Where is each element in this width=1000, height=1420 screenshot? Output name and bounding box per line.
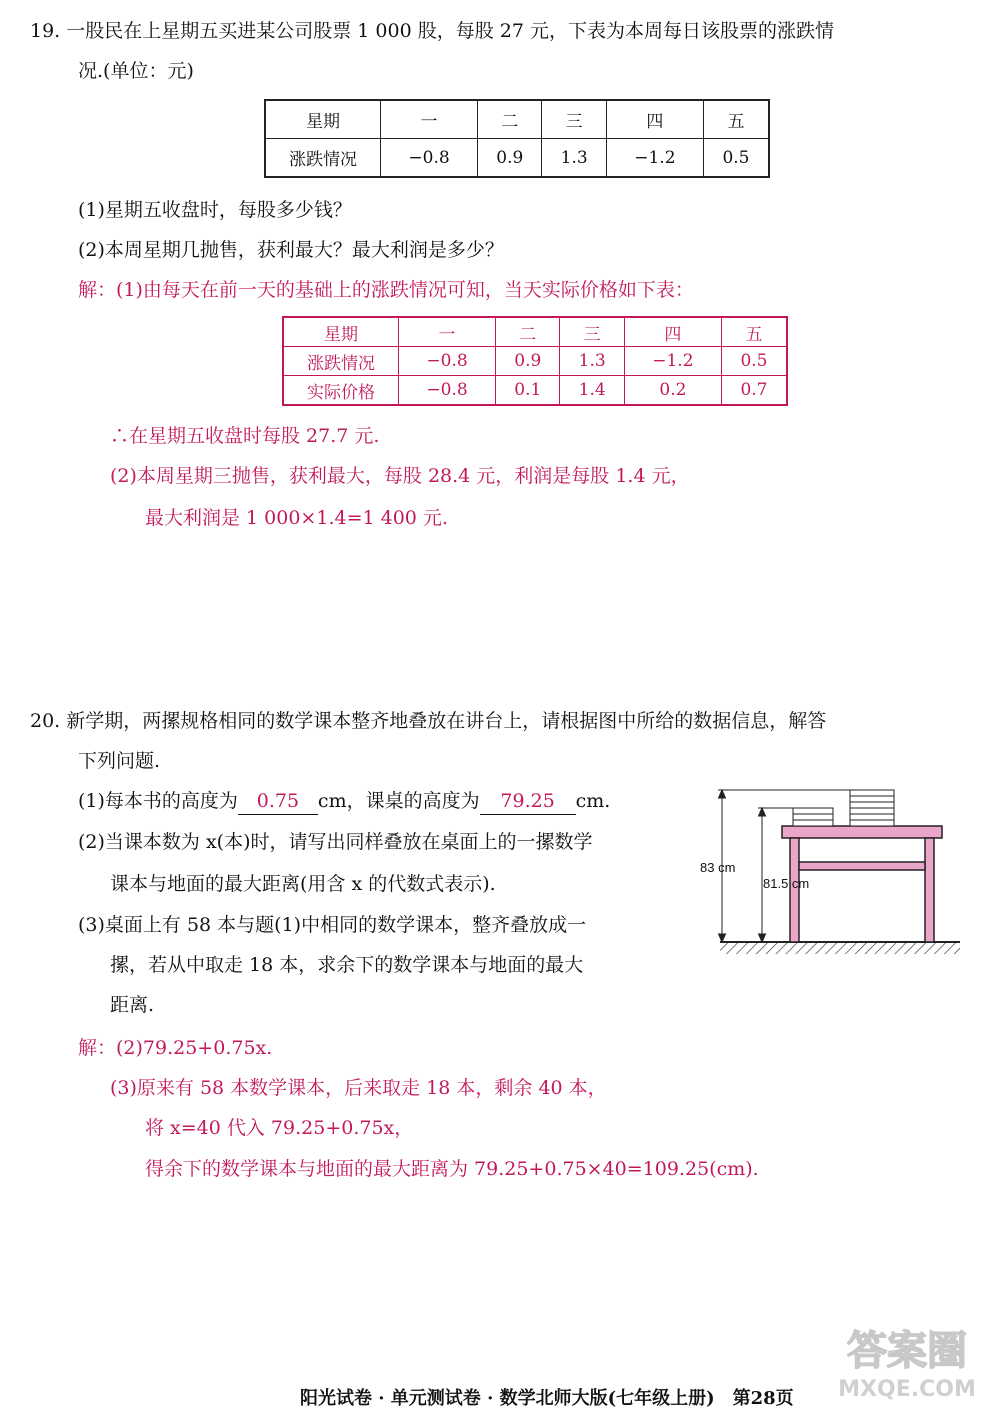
table-cell: 1.4 — [560, 376, 624, 406]
table-header-cell: 三 — [560, 317, 624, 347]
table-header-cell: 五 — [703, 100, 769, 139]
table-cell: 0.1 — [496, 376, 560, 406]
table-cell: −0.8 — [399, 347, 496, 376]
table-header-cell: 四 — [624, 317, 721, 347]
table-row-label: 涨跌情况 — [283, 347, 399, 376]
table-cell: −0.8 — [381, 139, 478, 178]
q20-stem-line1: 20. 新学期，两摞规格相同的数学课本整齐地叠放在讲台上，请根据图中所给的数据信息，解答 — [30, 710, 827, 732]
q19-stem-line2: 况.(单位：元) — [78, 60, 194, 82]
q20-sub-question-1 — [78, 788, 610, 815]
ground — [720, 942, 960, 954]
q20-solution-line4: 得余下的数学课本与地面的最大距离为 79.25+0.75×40=109.25(cm). — [145, 1158, 759, 1180]
q20-sub1-text-c: cm. — [575, 790, 611, 812]
table-row — [283, 376, 787, 406]
table-header-cell: 四 — [606, 100, 703, 139]
table-cell: 0.2 — [624, 376, 721, 406]
table-header-cell: 三 — [542, 100, 606, 139]
table-header-cell: 一 — [381, 100, 478, 139]
q20-sub3-line1: (3)桌面上有 58 本与题(1)中相同的数学课本，整齐叠放成一 — [78, 914, 587, 936]
table-cell: 1.3 — [542, 139, 606, 178]
table-cell: −1.2 — [624, 347, 721, 376]
book-height-answer: 0.75 — [238, 788, 318, 815]
table-cell: 0.9 — [478, 139, 542, 178]
q20-sub2-line1: (2)当课本数为 x(本)时，请写出同样叠放在桌面上的一摞数学 — [78, 831, 593, 853]
table-row — [265, 100, 769, 139]
q20-sub2-line2: 课本与地面的最大距离(用含 x 的代数式表示). — [110, 873, 496, 895]
table-header-cell: 二 — [496, 317, 560, 347]
q19-sub-question-2: (2)本周星期几抛售，获利最大？最大利润是多少？ — [78, 239, 504, 261]
q19-actual-price-table — [282, 316, 788, 406]
desk-height-answer: 79.25 — [480, 788, 576, 815]
q20-sub1-text-b: cm，课桌的高度为 — [317, 790, 480, 812]
svg-text:MXQE.COM: MXQE.COM — [838, 1377, 976, 1402]
q19-stem-line1: 19. 一股民在上星期五买进某公司股票 1 000 股，每股 27 元，下表为本周每日该股票的涨跌情 — [30, 20, 834, 42]
q20-solution-line1: 解：(2)79.25+0.75x. — [78, 1037, 273, 1059]
table-row-label: 实际价格 — [283, 376, 399, 406]
q19-solution-line1: ∴在星期五收盘时每股 27.7 元. — [110, 425, 380, 447]
q20-sub3-line3: 距离. — [110, 994, 155, 1016]
page-footer: 阳光试卷 · 单元测试卷 · 数学北师大版(七年级上册) 第28页 — [300, 1388, 794, 1409]
table-cell: 0.5 — [703, 139, 769, 178]
q19-solution-line3: 最大利润是 1 000×1.4=1 400 元. — [145, 507, 448, 529]
book-stack-right — [850, 790, 894, 826]
table-header-cell: 二 — [478, 100, 542, 139]
dimension-label-81-5cm: 81.5 cm — [763, 876, 810, 891]
dimension-label-83cm: 83 cm — [700, 860, 736, 875]
table-cell: 0.5 — [721, 347, 787, 376]
svg-text:答案圈: 答案圈 — [847, 1328, 967, 1374]
q19-price-change-table — [264, 99, 770, 178]
table-cell: 1.3 — [560, 347, 624, 376]
table-cell: −0.8 — [399, 376, 496, 406]
table-header-cell: 星期 — [283, 317, 399, 347]
q20-solution-line2: (3)原来有 58 本数学课本，后来取走 18 本，剩余 40 本， — [110, 1077, 607, 1099]
table-header-cell: 一 — [399, 317, 496, 347]
q20-sub1-text-a: (1)每本书的高度为 — [78, 790, 238, 812]
q19-sub-question-1: (1)星期五收盘时，每股多少钱？ — [78, 199, 352, 221]
table-row — [283, 347, 787, 376]
q19-solution-line2: (2)本周星期三抛售，获利最大，每股 28.4 元，利润是每股 1.4 元， — [110, 465, 690, 487]
book-stack-left — [793, 808, 833, 826]
desk-books-figure — [700, 782, 965, 960]
watermark-logo — [832, 1316, 982, 1406]
table-row-label: 涨跌情况 — [265, 139, 381, 178]
q20-stem-line2: 下列问题. — [78, 750, 161, 772]
table-row — [265, 139, 769, 178]
table-cell: 0.7 — [721, 376, 787, 406]
table-cell: 0.9 — [496, 347, 560, 376]
q20-solution-line3: 将 x=40 代入 79.25+0.75x， — [145, 1117, 414, 1139]
table-header-cell: 星期 — [265, 100, 381, 139]
table-cell: −1.2 — [606, 139, 703, 178]
q20-sub3-line2: 摞，若从中取走 18 本，求余下的数学课本与地面的最大 — [110, 954, 584, 976]
q19-solution-intro: 解：(1)由每天在前一天的基础上的涨跌情况可知，当天实际价格如下表： — [78, 279, 694, 301]
table-row — [283, 317, 787, 347]
table-header-cell: 五 — [721, 317, 787, 347]
